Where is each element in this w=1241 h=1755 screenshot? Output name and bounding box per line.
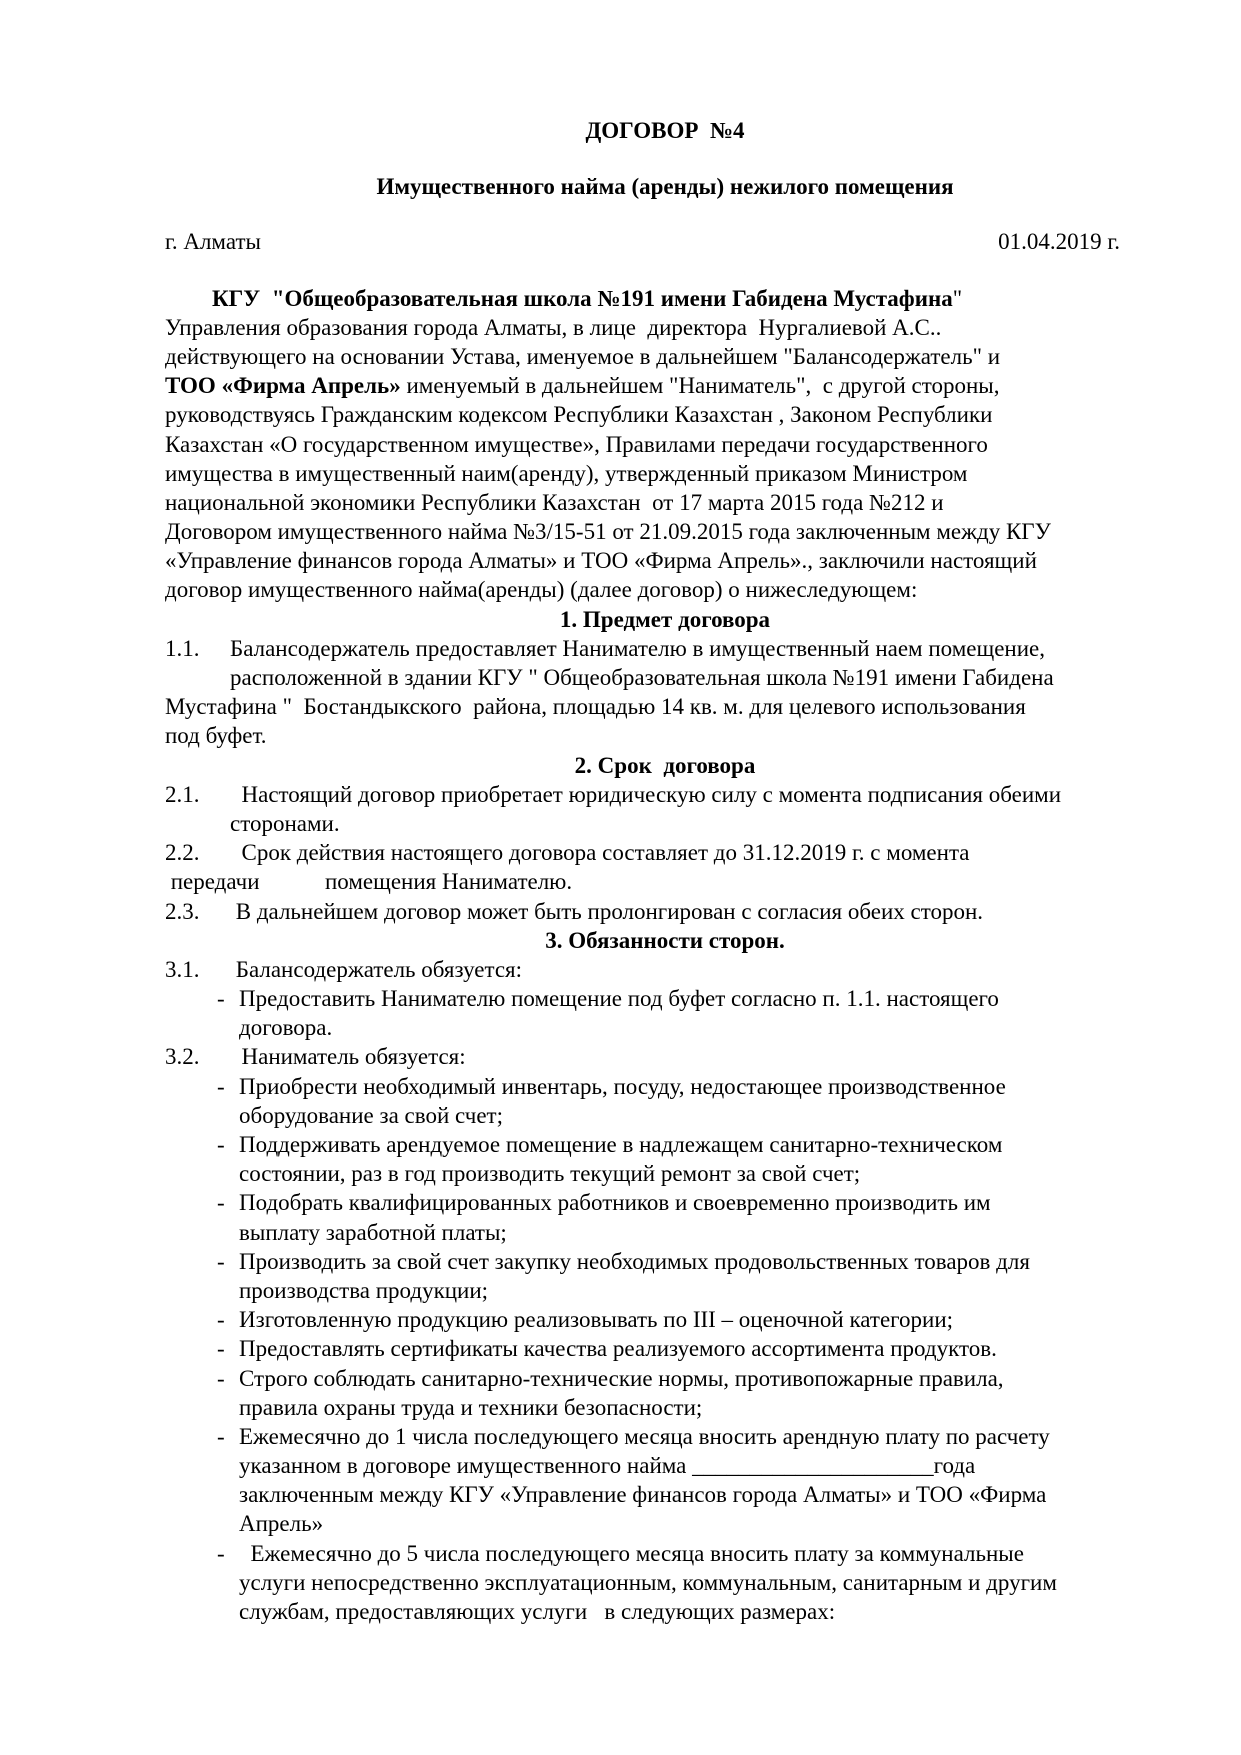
text-line	[165, 867, 1165, 896]
text-run: имущества в имущественный наим(аренду), утвержденный приказом Министром	[165, 460, 968, 486]
text-line	[165, 1451, 1165, 1480]
clause-line	[165, 838, 1165, 867]
text-run: действующего на основании Устава, именуемое в дальнейшем "Балансодержатель" и	[165, 343, 1001, 369]
bullet-dash: -	[217, 986, 225, 1012]
text-line	[165, 517, 1165, 546]
document-content	[165, 116, 1165, 1626]
text-run: руководствуясь Гражданским кодексом Республики Казахстан , Законом Республики	[165, 402, 993, 428]
clause-line	[165, 897, 1165, 926]
text-run: 2. Срок договора	[574, 752, 756, 778]
bullet-dash: -	[217, 1307, 225, 1333]
bullet-dash: -	[217, 1540, 225, 1566]
document-city: г. Алматы	[165, 229, 261, 255]
bullet-line	[165, 1364, 1165, 1393]
bullet-dash: -	[217, 1248, 225, 1274]
clause-number: 3.2.	[165, 1044, 200, 1070]
clause-number: 2.2.	[165, 840, 200, 866]
text-line	[165, 1568, 1165, 1597]
bullet-dash: -	[217, 1336, 225, 1362]
text-line	[165, 1276, 1165, 1305]
text-run: заключенным между КГУ «Управление финансов города Алматы» и ТОО «Фирма	[239, 1482, 1047, 1508]
clause-line	[165, 634, 1165, 663]
section-heading-3	[165, 926, 1165, 955]
text-run: оборудование за свой счет;	[239, 1102, 503, 1128]
text-run: Балансодержатель обязуется:	[230, 956, 523, 982]
bullet-dash: -	[217, 1423, 225, 1449]
text-run: Поддерживать арендуемое помещение в надлежащем санитарно-техническом	[239, 1132, 1003, 1157]
bullet-line	[165, 1305, 1165, 1334]
text-line	[165, 1013, 1165, 1042]
text-run: указанном в договоре имущественного найма _____________________года	[239, 1453, 976, 1479]
text-run: услуги непосредственно эксплуатационным, коммунальным, санитарным и другим	[239, 1569, 1057, 1595]
text-line	[165, 284, 1165, 313]
text-run: Наниматель обязуется:	[230, 1044, 466, 1070]
text-line	[165, 1509, 1165, 1538]
section-heading-2	[165, 751, 1165, 780]
text-run: под буфет.	[165, 723, 267, 749]
text-run: Предоставить Нанимателю помещение под буфет согласно п. 1.1. настоящего	[239, 986, 999, 1012]
text-run: ТОО «Фирма Апрель»	[165, 373, 401, 399]
text-run: национальной экономики Республики Казахстан от 17 марта 2015 года №212 и	[165, 489, 944, 515]
clause-number: 2.3.	[165, 898, 200, 924]
bullet-dash: -	[217, 1365, 225, 1391]
bullet-line	[165, 1334, 1165, 1363]
text-run: 1. Предмет договора	[559, 606, 771, 632]
text-line	[165, 546, 1165, 575]
text-run: расположенной в здании КГУ " Общеобразовательная школа №191 имени Габидена	[230, 665, 1054, 690]
text-line	[165, 1159, 1165, 1188]
text-run: выплату заработной платы;	[239, 1219, 507, 1245]
text-line	[165, 1218, 1165, 1247]
text-run: "	[952, 285, 963, 311]
text-run: Апрель»	[239, 1511, 324, 1537]
text-line	[165, 1393, 1165, 1422]
text-run: правила охраны труда и техники безопасности;	[239, 1394, 703, 1420]
bullet-line	[165, 1130, 1165, 1159]
text-run: 3. Обязанности сторон.	[545, 927, 785, 953]
text-line	[165, 430, 1165, 459]
text-run: Срок действия настоящего договора составляет до 31.12.2019 г. с момента	[230, 840, 970, 866]
clause-number: 1.1.	[165, 635, 200, 661]
text-line	[165, 663, 1165, 692]
text-run: Балансодержатель предоставляет Нанимателю в имущественный наем помещение,	[230, 635, 1045, 661]
text-run: состоянии, раз в год производить текущий ремонт за свой счет;	[239, 1161, 861, 1187]
bullet-dash: -	[217, 1073, 225, 1099]
text-line	[165, 809, 1165, 838]
bullet-line	[165, 1247, 1165, 1276]
document-body	[165, 284, 1165, 1627]
text-run: Изготовленную продукцию реализовывать по III – оценочной категории;	[239, 1307, 954, 1333]
text-run: помещения Нанимателю.	[325, 869, 573, 895]
text-line	[165, 1480, 1165, 1509]
text-run: Договором имущественного найма №3/15-51 от 21.09.2015 года заключенным между КГУ	[165, 519, 1051, 545]
text-run: Подобрать квалифицированных работников и своевременно производить им	[239, 1190, 991, 1216]
text-run: именуемый в дальнейшем "Наниматель", с другой стороны,	[400, 373, 1000, 399]
text-run: договора.	[239, 1015, 333, 1041]
text-run: «Управление финансов города Алматы» и ТОО «Фирма Апрель»., заключили настоящий	[165, 548, 1037, 574]
text-line	[165, 459, 1165, 488]
text-run: сторонами.	[230, 810, 340, 836]
bullet-line	[165, 1072, 1165, 1101]
bullet-dash: -	[217, 1132, 225, 1157]
text-line	[165, 342, 1165, 371]
text-line	[165, 488, 1165, 517]
text-line	[165, 692, 1165, 721]
text-line	[165, 371, 1165, 400]
city-date-row	[165, 227, 1165, 256]
text-run: Предоставлять сертификаты качества реализуемого ассортимента продуктов.	[239, 1336, 997, 1362]
text-line	[165, 721, 1165, 750]
text-line	[165, 313, 1165, 342]
text-run: передачи	[165, 869, 260, 895]
document-subtitle: Имущественного найма (аренды) нежилого помещения	[376, 174, 954, 200]
section-heading-1	[165, 605, 1165, 634]
text-run: Строго соблюдать санитарно-технические нормы, противопожарные правила,	[239, 1365, 1004, 1391]
clause-line	[165, 1042, 1165, 1071]
bullet-line	[165, 984, 1165, 1013]
text-line	[165, 575, 1165, 604]
text-run: производства продукции;	[239, 1277, 489, 1303]
text-run: Ежемесячно до 5 числа последующего месяца вносить плату за коммунальные	[239, 1540, 1024, 1566]
text-run: Управления образования города Алматы, в лице директора Нургалиевой А.С..	[165, 314, 942, 340]
text-run: Ежемесячно до 1 числа последующего месяца вносить арендную плату по расчету	[239, 1423, 1050, 1449]
text-line	[165, 1101, 1165, 1130]
text-run: Казахстан «О государственном имуществе», Правилами передачи государственного	[165, 431, 988, 457]
clause-number: 2.1.	[165, 781, 200, 807]
text-run: договор имущественного найма(аренды) (далее договор) о нижеследующем:	[165, 577, 918, 603]
text-run: Приобрести необходимый инвентарь, посуду, недостающее производственное	[239, 1073, 1006, 1099]
document-title: ДОГОВОР №4	[585, 118, 745, 143]
text-run: В дальнейшем договор может быть пролонгирован с согласия обеих сторон.	[230, 898, 984, 924]
bullet-line	[165, 1539, 1165, 1568]
bullet-line	[165, 1188, 1165, 1217]
clause-line	[165, 955, 1165, 984]
clause-line	[165, 780, 1165, 809]
text-run: службам, предоставляющих услуги в следующих размерах:	[239, 1599, 836, 1624]
bullet-dash: -	[217, 1190, 225, 1216]
text-line	[165, 1597, 1165, 1626]
document-date: 01.04.2019 г.	[998, 229, 1120, 255]
text-line	[165, 400, 1165, 429]
text-run: Настоящий договор приобретает юридическую силу с момента подписания обеими	[230, 781, 1061, 807]
text-run: Производить за свой счет закупку необходимых продовольственных товаров для	[239, 1248, 1030, 1274]
text-run: КГУ "Общеобразовательная школа №191 имени Габидена Мустафина	[212, 285, 953, 311]
text-run: Мустафина " Бостандыкского района, площадью 14 кв. м. для целевого использования	[165, 694, 1026, 720]
clause-number: 3.1.	[165, 956, 200, 982]
bullet-line	[165, 1422, 1165, 1451]
